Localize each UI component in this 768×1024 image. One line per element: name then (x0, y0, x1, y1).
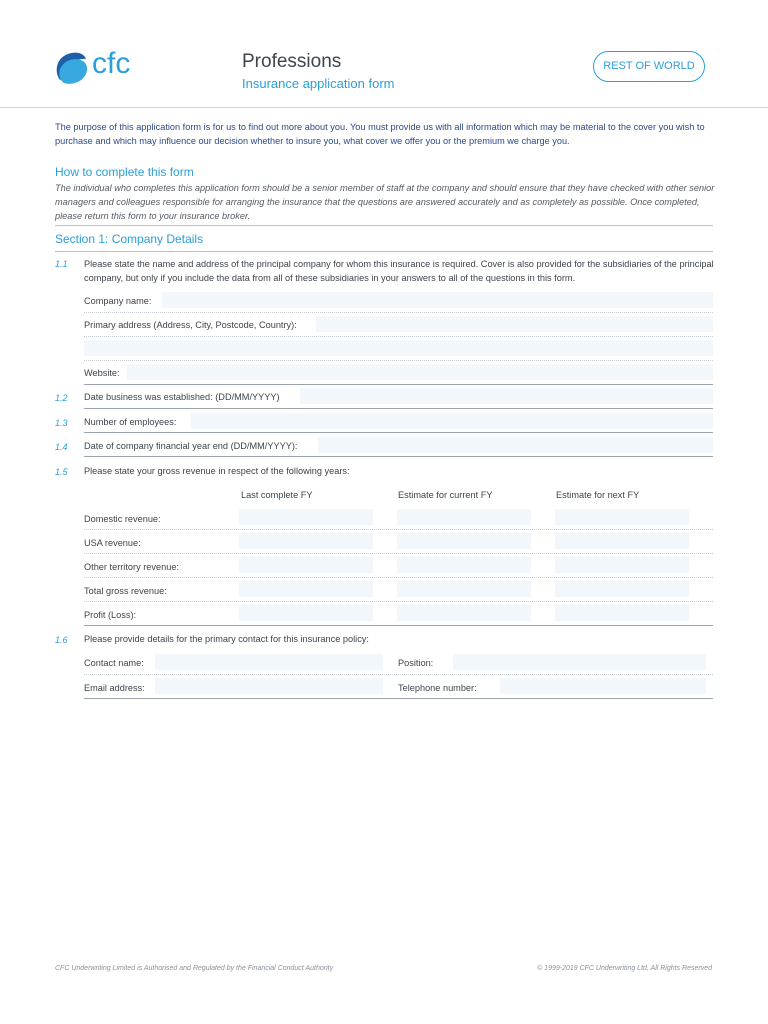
primary-address-field-line-2[interactable] (84, 340, 713, 356)
usa-revenue-last-fy-field[interactable] (239, 533, 373, 549)
divider (84, 360, 713, 361)
column-header-next-fy: Estimate for next FY (556, 490, 640, 500)
primary-address-field[interactable] (316, 316, 713, 332)
usa-revenue-current-fy-field[interactable] (397, 533, 531, 549)
domestic-revenue-current-fy-field[interactable] (397, 509, 531, 525)
contact-name-field[interactable] (155, 654, 383, 670)
profit-current-fy-field[interactable] (397, 605, 531, 621)
divider (84, 674, 713, 675)
question-number: 1.6 (55, 635, 68, 645)
question-number: 1.2 (55, 393, 68, 403)
revenue-row-label: USA revenue: (84, 538, 141, 548)
intro-text: The purpose of this application form is for us to find out more about you. You must provide us with all information which may be material to the cover you wish to purchase and which may influence our decision whether to insure you, what cover we offer you or the premium we charge you. (55, 122, 705, 146)
contact-name-label: Contact name: (84, 658, 144, 668)
position-field[interactable] (453, 654, 706, 670)
telephone-label: Telephone number: (398, 683, 477, 693)
column-header-last-fy: Last complete FY (241, 490, 313, 500)
revenue-row-label: Domestic revenue: (84, 514, 161, 524)
financial-year-end-field[interactable] (318, 437, 713, 453)
footer-copyright-text: © 1999-2019 CFC Underwriting Ltd, All Rights Reserved (537, 965, 712, 972)
divider (55, 251, 713, 252)
cfc-logo (54, 47, 150, 86)
total-revenue-next-fy-field[interactable] (555, 581, 689, 597)
company-name-label: Company name: (84, 296, 152, 306)
other-revenue-current-fy-field[interactable] (397, 557, 531, 573)
divider (84, 384, 713, 385)
divider (55, 225, 713, 226)
divider (84, 432, 713, 433)
divider (84, 601, 713, 602)
email-label: Email address: (84, 683, 145, 693)
date-established-field[interactable] (300, 388, 713, 404)
how-to-heading: How to complete this form (55, 165, 194, 179)
question-number: 1.5 (55, 467, 68, 477)
page-subtitle: Insurance application form (242, 76, 395, 91)
divider (84, 577, 713, 578)
gross-revenue-label: Please state your gross revenue in respect of the following years: (84, 466, 350, 476)
other-revenue-next-fy-field[interactable] (555, 557, 689, 573)
email-field[interactable] (155, 678, 383, 694)
cfc-logo-icon (54, 50, 90, 86)
revenue-row-label: Other territory revenue: (84, 562, 179, 572)
employees-label: Number of employees: (84, 417, 177, 427)
column-header-current-fy: Estimate for current FY (398, 490, 493, 500)
divider (84, 698, 713, 699)
domestic-revenue-last-fy-field[interactable] (239, 509, 373, 525)
revenue-row-label: Total gross revenue: (84, 586, 167, 596)
profit-next-fy-field[interactable] (555, 605, 689, 621)
revenue-row-label: Profit (Loss): (84, 610, 137, 620)
total-revenue-current-fy-field[interactable] (397, 581, 531, 597)
logo-wordmark: cfc (92, 47, 131, 80)
section-1-heading: Section 1: Company Details (55, 232, 204, 246)
question-number: 1.1 (55, 259, 68, 269)
footer-regulation-text: CFC Underwriting Limited is Authorised and Regulated by the Financial Conduct Authority (55, 965, 334, 972)
primary-contact-label: Please provide details for the primary contact for this insurance policy: (84, 634, 369, 644)
position-label: Position: (398, 658, 434, 668)
financial-year-end-label: Date of company financial year end (DD/MM/YYYY): (84, 441, 298, 451)
employees-field[interactable] (191, 413, 713, 429)
divider (84, 312, 713, 313)
profit-last-fy-field[interactable] (239, 605, 373, 621)
divider (84, 625, 713, 626)
website-field[interactable] (127, 364, 713, 380)
region-badge: REST OF WORLD (593, 51, 705, 82)
how-to-text: The individual who completes this application form should be a senior member of staff at the company and should ensure that they have checked with other senior managers and colleagues responsible for arranging the insurance that the questions are answered accurately and as completely as possible. Once completed, please return this form to your insurance broker. (55, 183, 715, 222)
divider (84, 553, 713, 554)
date-established-label: Date business was established: (DD/MM/YYYY) (84, 392, 280, 402)
divider (84, 456, 713, 457)
total-revenue-last-fy-field[interactable] (239, 581, 373, 597)
divider (84, 408, 713, 409)
divider (84, 336, 713, 337)
primary-address-label: Primary address (Address, City, Postcode, Country): (84, 320, 297, 330)
other-revenue-last-fy-field[interactable] (239, 557, 373, 573)
telephone-field[interactable] (500, 678, 706, 694)
divider (84, 529, 713, 530)
website-label: Website: (84, 368, 120, 378)
question-number: 1.4 (55, 442, 68, 452)
page-title: Professions (242, 51, 342, 72)
domestic-revenue-next-fy-field[interactable] (555, 509, 689, 525)
usa-revenue-next-fy-field[interactable] (555, 533, 689, 549)
company-name-field[interactable] (162, 292, 713, 308)
page-header (0, 0, 768, 108)
question-number: 1.3 (55, 418, 68, 428)
question-1-1-text: Please state the name and address of the principal company for whom this insurance is required. Cover is also provided for the subsidiaries of the principal company, but only if you include the data from all of these subsidiaries in your answers to all of the questions in this form. (84, 259, 714, 283)
